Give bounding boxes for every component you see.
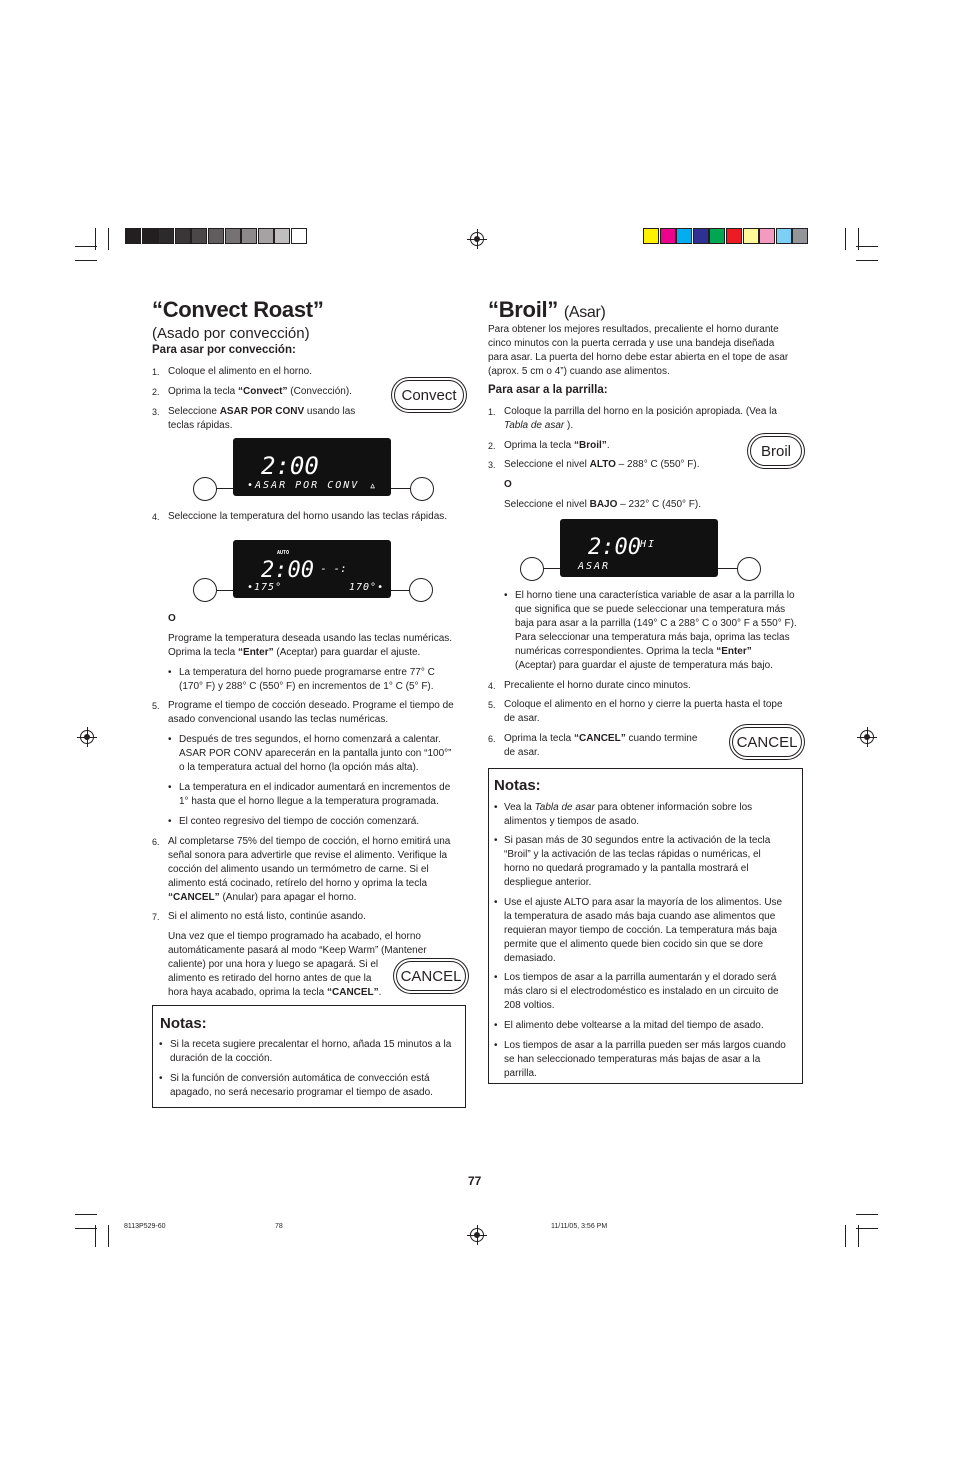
text: Seleccione <box>168 406 220 417</box>
step-number: 4. <box>152 512 160 522</box>
bullet-text: El horno tiene una característica variable de asar a la parrilla lo <box>515 590 795 601</box>
note-text: duración de la cocción. <box>170 1053 273 1064</box>
note-text: más claro si el electrodoméstico es instalado en un circuito de <box>504 986 779 997</box>
step-number: 6. <box>152 837 160 847</box>
crop-mark <box>856 1228 878 1229</box>
convect-roast-subtitle: (Asado por convección) <box>152 325 310 342</box>
step-number: 6. <box>488 734 496 744</box>
step-number: 3. <box>152 407 160 417</box>
title-subtitle: (Asar) <box>563 304 606 321</box>
key-name: “CANCEL” <box>574 733 626 744</box>
color-swatch <box>726 228 742 244</box>
step-text <box>504 498 701 512</box>
step-text: alimento está cocinado, retírelo del horno y oprima la tecla <box>168 878 428 889</box>
note-text: Use el ajuste ALTO para asar la mayoría de los alimentos. Use <box>504 897 783 908</box>
table-reference: Tabla de asar <box>504 420 565 431</box>
note-text: “Broil” y la activación de las teclas rápidas o numéricas, el <box>504 849 761 860</box>
display-knob-left <box>193 477 217 501</box>
gray-swatch <box>258 228 274 244</box>
color-swatch <box>693 228 709 244</box>
broil-title <box>488 297 606 323</box>
crop-mark <box>75 246 97 247</box>
step-text <box>504 732 697 746</box>
text: cuando termine <box>625 733 698 744</box>
text: Oprima la tecla <box>168 386 239 397</box>
level-name: ALTO <box>589 459 616 470</box>
bullet-icon: • <box>494 835 498 846</box>
bullet-text: baja para asar a la parrilla (149° C a 288° C o 300° F a 550° F). <box>515 618 797 629</box>
crop-mark <box>75 1214 97 1215</box>
color-swatch <box>792 228 808 244</box>
bullet-icon: • <box>168 734 172 745</box>
text: usando las <box>304 406 356 417</box>
note-text: Los tiempos de asar a la parrilla aumentarán y el dorado será <box>504 972 777 983</box>
oven-display-convect <box>233 438 391 496</box>
text: . <box>378 987 382 998</box>
step-number: 3. <box>488 460 496 470</box>
step-text <box>168 405 355 419</box>
key-name: “Enter” <box>238 647 274 658</box>
color-swatch <box>709 228 725 244</box>
paragraph: automáticamente pasará al modo “Keep Warm” (Mantener <box>168 945 427 956</box>
registration-mark-icon <box>80 730 94 744</box>
step-text: teclas rápidas. <box>168 420 233 431</box>
step-number: 7. <box>152 912 160 922</box>
display-auto-label: AUTO <box>277 550 290 556</box>
text: ). <box>564 420 574 431</box>
note-text: alimentos y tiempos de asado. <box>504 816 640 827</box>
bullet-icon: • <box>159 1039 163 1050</box>
bullet-icon: • <box>168 667 172 678</box>
cancel-key-button[interactable]: CANCEL <box>396 961 466 991</box>
crop-mark <box>75 260 97 261</box>
note-text: horno no quedará programado y la pantalla mostrará el <box>504 863 749 874</box>
paragraph: Una vez que el tiempo programado ha acabado, el horno <box>168 931 421 942</box>
crop-mark <box>108 228 109 250</box>
bullet-text: El conteo regresivo del tiempo de cocción comenzará. <box>179 816 420 827</box>
bullet-icon: • <box>159 1073 163 1084</box>
step-text: Al completarse 75% del tiempo de cocción, el horno emitirá una <box>168 836 451 847</box>
key-name: “CANCEL” <box>168 892 220 903</box>
step-text: Coloque la parrilla del horno en la posición apropiada. (Vea la <box>504 406 777 417</box>
text: Seleccione el nivel <box>504 499 590 510</box>
color-swatch <box>643 228 659 244</box>
step-text <box>504 419 573 433</box>
note-text <box>504 801 752 815</box>
note-text: 208 voltios. <box>504 1000 555 1011</box>
text: hora haya acabado, oprima la tecla <box>168 987 327 998</box>
step-number: 4. <box>488 681 496 691</box>
paragraph <box>168 646 420 660</box>
note-text: Si la función de conversión automática de convección está <box>170 1073 430 1084</box>
mode-name: ASAR POR CONV <box>219 406 305 417</box>
key-name: “Broil” <box>574 440 607 451</box>
bullet-text: 1° hasta que el horno llegue a la temperatura programada. <box>179 796 439 807</box>
key-name: “CANCEL” <box>327 987 379 998</box>
step-text <box>168 891 356 905</box>
display-knob-right <box>410 477 434 501</box>
broil-key-button[interactable]: Broil <box>750 436 802 466</box>
crop-mark <box>95 1225 96 1247</box>
display-knob-left <box>193 578 217 602</box>
bullet-text: La temperatura en el indicador aumentará en incrementos de <box>179 782 451 793</box>
note-text: demasiado. <box>504 953 556 964</box>
note-text: se han seleccionado temperaturas más bajas de asar a la <box>504 1054 761 1065</box>
section-heading: Para asar a la parrilla: <box>488 384 608 396</box>
gray-swatch <box>191 228 207 244</box>
step-text <box>504 458 700 472</box>
bullet-text: que significa que se puede seleccionar una temperatura más <box>515 604 786 615</box>
registration-mark-icon <box>860 730 874 744</box>
color-swatch <box>743 228 759 244</box>
page-number: 77 <box>468 1174 482 1188</box>
text: numéricas correspondientes. Oprima la tecla <box>515 646 717 657</box>
color-swatch <box>676 228 692 244</box>
notes-heading: Notas: <box>160 1015 207 1032</box>
bullet-icon: • <box>504 590 508 601</box>
text: Oprima la tecla <box>504 733 575 744</box>
gray-swatch <box>208 228 224 244</box>
crop-mark <box>858 1225 859 1247</box>
gray-swatch <box>274 228 290 244</box>
note-text: apagado, no será necesario programar el tiempo de asado. <box>170 1087 433 1098</box>
bullet-text: Para seleccionar una temperatura más baja, oprima las teclas <box>515 632 790 643</box>
note-text: despliegue anterior. <box>504 877 592 888</box>
step-text: Coloque el alimento en el horno y cierre la puerta hasta el tope <box>504 699 783 710</box>
footer-date: 11/11/05, 3:56 PM <box>551 1223 608 1230</box>
paragraph: caliente) por una hora y luego se apagará. Si el <box>168 959 379 970</box>
title-text: “Broil” <box>488 297 559 322</box>
bullet-icon: • <box>494 1020 498 1031</box>
crop-mark <box>856 260 878 261</box>
step-text: señal sonora para advertirle que revise el alimento. Verifique la <box>168 850 448 861</box>
crop-mark <box>856 1214 878 1215</box>
display-dashes: - - -: <box>307 562 347 575</box>
text: (Convección). <box>287 386 352 397</box>
crop-mark <box>858 228 859 250</box>
display-knob-left <box>520 557 544 581</box>
color-swatch <box>660 228 676 244</box>
bullet-icon: • <box>168 782 172 793</box>
bullet-icon: • <box>494 802 498 813</box>
step-text <box>168 385 352 399</box>
registration-mark-icon <box>470 232 484 246</box>
display-time: 2:00 <box>588 535 641 560</box>
display-knob-right <box>409 578 433 602</box>
gray-swatch <box>291 228 307 244</box>
text: . <box>606 440 610 451</box>
step-number: 5. <box>488 700 496 710</box>
display-mode: •ASAR POR CONV <box>247 480 360 491</box>
level-name: BAJO <box>589 499 618 510</box>
color-swatch <box>759 228 775 244</box>
note-text: requieran mayor tiempo de cocción. La temperatura más baja <box>504 925 777 936</box>
display-knob-right <box>737 557 761 581</box>
paragraph: Programe la temperatura deseada usando las teclas numéricas. <box>168 633 453 644</box>
text: (Anular) para apagar el horno. <box>219 892 357 903</box>
crop-mark <box>845 1225 846 1247</box>
text: Vea la <box>504 802 535 813</box>
intro-text: (aprox. 5 cm o 4”) cuando ase alimentos. <box>488 366 670 377</box>
note-text: El alimento debe voltearse a la mitad del tiempo de asado. <box>504 1020 764 1031</box>
bullet-icon: • <box>494 972 498 983</box>
text: Seleccione el nivel <box>504 459 590 470</box>
step-text: Programe el tiempo de cocción deseado. Programe el tiempo de <box>168 700 454 711</box>
intro-text: Para obtener los mejores resultados, precaliente el horno durante <box>488 324 779 335</box>
footer-sheet: 78 <box>275 1223 283 1230</box>
display-hi: HI <box>640 539 657 550</box>
display-arrow-icon: ▵ <box>369 478 377 492</box>
bullet-icon: • <box>494 1040 498 1051</box>
note-text: la temperatura de asado más baja cuando ase alimentos que <box>504 911 776 922</box>
key-name: “Convect” <box>238 386 288 397</box>
step-text: de asar. <box>504 747 540 758</box>
step-number: 2. <box>488 441 496 451</box>
note-text: Si pasan más de 30 segundos entre la activación de la tecla <box>504 835 771 846</box>
display-time: 2:00 <box>261 558 314 583</box>
note-text: Si la receta sugiere precalentar el horno, añada 15 minutos a la <box>170 1039 452 1050</box>
crop-mark <box>856 246 878 247</box>
display-temp-right: 170°• <box>349 582 385 593</box>
or-label: O <box>504 479 512 490</box>
registration-mark-icon <box>470 1228 484 1242</box>
oven-display-broil <box>560 519 718 577</box>
table-reference: Tabla de asar <box>534 802 595 813</box>
bullet-text: o la temperatura actual del horno (la opción más alta). <box>179 762 419 773</box>
step-text: asado convencional usando las teclas numéricas. <box>168 714 389 725</box>
text: Oprima la tecla <box>504 440 575 451</box>
display-time: 2:00 <box>261 452 319 480</box>
or-label: O <box>168 613 176 624</box>
section-heading: Para asar por convección: <box>152 344 296 356</box>
notes-heading: Notas: <box>494 777 541 794</box>
step-text: cocción del alimento usando un termómetro de carne. Si el <box>168 864 429 875</box>
bullet-text: ASAR POR CONV aparecerán en la pantalla junto con “100°” <box>179 748 452 759</box>
text: – 232° C (450° F). <box>617 499 701 510</box>
crop-mark <box>95 228 96 250</box>
intro-text: para asar. La puerta del horno debe estar abierta en el tope de asar <box>488 352 789 363</box>
key-name: “Enter” <box>716 646 752 657</box>
step-number: 5. <box>152 701 160 711</box>
bullet-icon: • <box>494 897 498 908</box>
gray-swatch <box>158 228 174 244</box>
note-text: Los tiempos de asar a la parrilla pueden ser más largos cuando <box>504 1040 786 1051</box>
text: para obtener información sobre los <box>594 802 753 813</box>
gray-swatch <box>241 228 257 244</box>
step-text: de asar. <box>504 713 540 724</box>
step-number: 2. <box>152 387 160 397</box>
bullet-text <box>515 645 752 659</box>
paragraph: alimento es retirado del horno antes de que la <box>168 973 372 984</box>
bullet-text: Después de tres segundos, el horno comenzará a calentar. <box>179 734 441 745</box>
step-text: Seleccione la temperatura del horno usando las teclas rápidas. <box>168 511 448 522</box>
gray-swatch <box>175 228 191 244</box>
bullet-text: (Aceptar) para guardar el ajuste de temperatura más bajo. <box>515 660 773 671</box>
note-text: parrilla. <box>504 1068 537 1079</box>
paragraph <box>168 986 381 1000</box>
text: (Aceptar) para guardar el ajuste. <box>273 647 421 658</box>
text: Oprima la tecla <box>168 647 239 658</box>
step-text: Si el alimento no está listo, continúe asando. <box>168 911 366 922</box>
intro-text: cinco minutos con la puerta cerrada y use una bandeja diseñada <box>488 338 775 349</box>
step-text: Precaliente el horno durate cinco minutos. <box>504 680 691 691</box>
gray-swatch <box>142 228 158 244</box>
footer-code: 8113P529-60 <box>124 1223 166 1230</box>
step-number: 1. <box>488 407 496 417</box>
bullet-icon: • <box>168 816 172 827</box>
text: – 288° C (550° F). <box>615 459 700 470</box>
crop-mark <box>108 1225 109 1247</box>
gray-swatch <box>125 228 141 244</box>
crop-mark <box>75 1228 97 1229</box>
convect-roast-title: “Convect Roast” <box>152 297 324 322</box>
bullet-text: (170° F) y 288° C (550° F) en incrementos de 1° C (5° F). <box>179 681 434 692</box>
cancel-key-button[interactable]: CANCEL <box>732 727 802 757</box>
oven-display-temperature <box>233 540 391 598</box>
step-text <box>504 439 610 453</box>
crop-mark <box>845 228 846 250</box>
convect-key-button[interactable]: Convect <box>394 380 464 410</box>
step-number: 1. <box>152 367 160 377</box>
note-text: permite que el alimento quede bien cocido sin que se dore <box>504 939 764 950</box>
display-mode: ASAR <box>578 561 611 572</box>
display-temp-left: •175° <box>247 582 283 593</box>
bullet-text: La temperatura del horno puede programarse entre 77° C <box>179 667 435 678</box>
color-swatch <box>776 228 792 244</box>
gray-swatch <box>225 228 241 244</box>
step-text: Coloque el alimento en el horno. <box>168 366 312 377</box>
